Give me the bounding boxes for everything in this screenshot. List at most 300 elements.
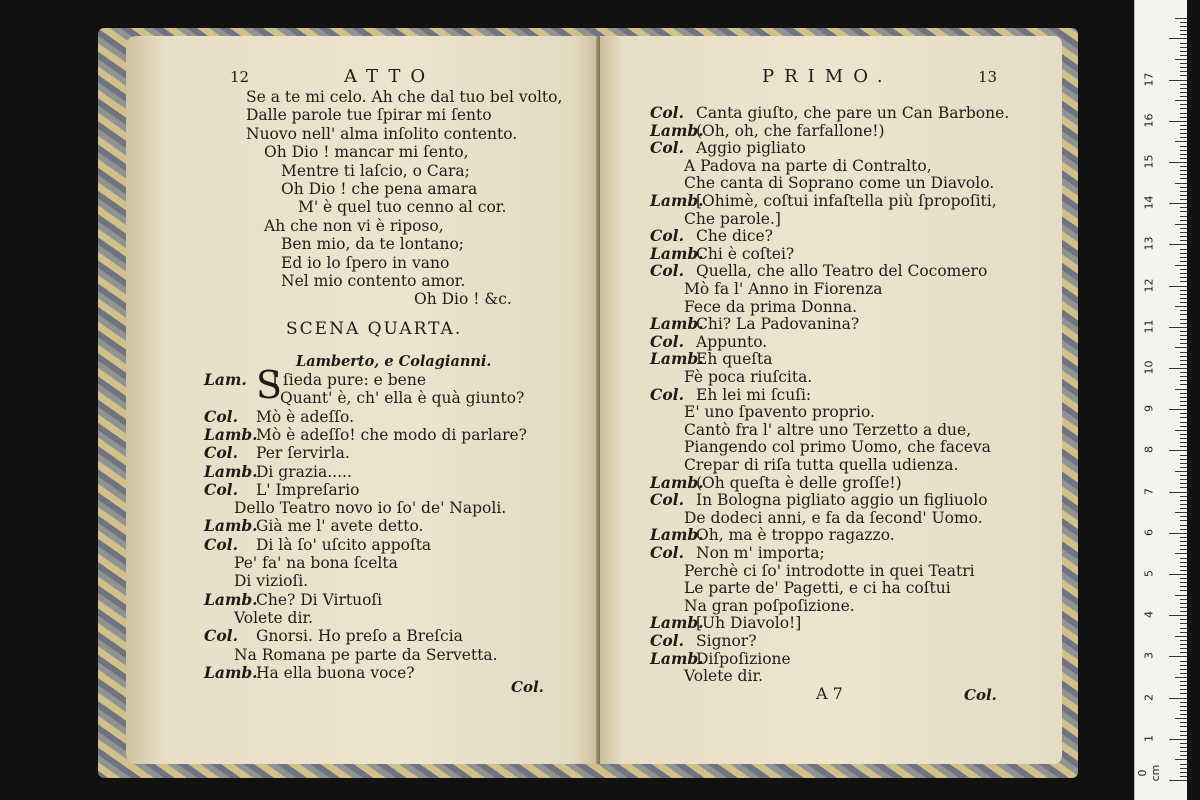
ruler-label: 1 — [1142, 734, 1156, 742]
ruler-tick — [1180, 467, 1187, 468]
ruler-label: 10 — [1142, 360, 1156, 375]
ruler-tick — [1169, 698, 1187, 699]
ruler-tick — [1180, 125, 1187, 126]
dialogue-line: I ſieda pure: e bene — [272, 371, 426, 389]
speaker-label: Lamb. — [650, 349, 704, 369]
ruler-tick — [1180, 380, 1187, 381]
ruler-tick — [1180, 88, 1187, 89]
ruler-tick — [1180, 154, 1187, 155]
ruler-tick — [1180, 43, 1187, 44]
ruler-tick — [1180, 335, 1187, 336]
ruler-tick — [1180, 772, 1187, 773]
ruler-tick — [1180, 269, 1187, 270]
ruler-tick — [1180, 632, 1187, 633]
ruler-tick — [1180, 611, 1187, 612]
speaker-label: Lamb. — [650, 525, 704, 545]
ruler-tick — [1180, 277, 1187, 278]
aria-line: Ah che non vi è riposo, — [264, 216, 444, 235]
speaker-label: Col. — [650, 261, 684, 281]
dialogue-line: [Ohimè, coſtui infaſtella più ſpropoſiti, — [696, 192, 997, 210]
ruler-tick — [1180, 63, 1187, 64]
ruler-tick — [1175, 389, 1187, 390]
ruler-tick — [1180, 582, 1187, 583]
ruler-tick — [1180, 475, 1187, 476]
speaker-label: Col. — [650, 384, 684, 404]
ruler-tick — [1169, 615, 1187, 616]
ruler-tick — [1180, 129, 1187, 130]
ruler-label: 9 — [1142, 405, 1156, 413]
ruler-tick — [1180, 393, 1187, 394]
ruler-tick — [1180, 438, 1187, 439]
dialogue-line: Fece da prima Donna. — [684, 297, 857, 316]
ruler-tick — [1180, 545, 1187, 546]
ruler-tick — [1180, 747, 1187, 748]
ruler-tick — [1180, 570, 1187, 571]
ruler-tick — [1175, 636, 1187, 637]
ruler-tick — [1180, 216, 1187, 217]
ruler-tick — [1175, 183, 1187, 184]
ruler-tick — [1180, 459, 1187, 460]
ruler-tick — [1180, 22, 1187, 23]
speaker-label: Lamb. — [204, 424, 258, 444]
dialogue-line: Piangendo col primo Uomo, che faceva — [684, 438, 991, 457]
dialogue-line: Ha ella buona voce? — [256, 663, 415, 682]
ruler-tick — [1180, 479, 1187, 480]
measuring-ruler — [1134, 0, 1187, 800]
dialogue-line: Na Romana pe parte da Servetta. — [234, 645, 498, 664]
ruler-tick — [1180, 607, 1187, 608]
dialogue-line: A Padova na parte di Contralto, — [684, 156, 932, 175]
ruler-tick — [1180, 516, 1187, 517]
dialogue-line: Non m' importa; — [696, 544, 825, 562]
ruler-tick — [1175, 224, 1187, 225]
speaker-label: Lamb. — [650, 648, 704, 668]
ruler-tick — [1180, 191, 1187, 192]
aria-line: Ed io lo ſpero in vano — [281, 253, 450, 272]
ruler-tick — [1180, 541, 1187, 542]
ruler-tick — [1180, 195, 1187, 196]
ruler-tick — [1175, 306, 1187, 307]
dialogue-line: Che parole.] — [684, 209, 781, 228]
ruler-tick — [1180, 174, 1187, 175]
ruler-tick — [1180, 661, 1187, 662]
running-header-left: ATTO — [344, 66, 436, 87]
ruler-tick — [1180, 681, 1187, 682]
dialogue-line: Di là ſo' uſcito appoſta — [256, 535, 432, 554]
dialogue-line: E' uno ſpavento proprio. — [684, 403, 875, 422]
speaker-label: Lamb. — [650, 314, 704, 334]
speaker-label: Col. — [650, 103, 684, 122]
ruler-tick — [1180, 133, 1187, 134]
ruler-tick — [1180, 599, 1187, 600]
ruler-tick — [1180, 67, 1187, 68]
scene-title: SCENA QUARTA. — [286, 319, 463, 339]
aria-line: Oh Dio ! mancar mi ſento, — [264, 143, 469, 162]
ruler-tick — [1169, 327, 1187, 328]
aria-line: Ben mio, da te lontano; — [281, 235, 465, 254]
dialogue-line: Quella, che allo Teatro del Cocomero — [696, 262, 988, 281]
dialogue-line: Signor? — [696, 632, 757, 650]
ruler-tick — [1180, 108, 1187, 109]
ruler-tick — [1180, 26, 1187, 27]
speaker-label: Lamb. — [650, 613, 704, 633]
speaker-label: Col. — [650, 138, 684, 158]
ruler-tick — [1180, 84, 1187, 85]
ruler-tick — [1169, 409, 1187, 410]
dialogue-line: Aggio pigliato — [696, 139, 806, 158]
ruler-tick — [1180, 731, 1187, 732]
aria-line: Nel mio contento amor. — [281, 272, 466, 290]
ruler-tick — [1180, 343, 1187, 344]
ruler-tick — [1180, 586, 1187, 587]
ruler-tick — [1180, 104, 1187, 105]
ruler-tick — [1180, 178, 1187, 179]
speaker-label: Lamb. — [204, 589, 258, 609]
speaker-label: Col. — [650, 490, 684, 510]
ruler-tick — [1180, 253, 1187, 254]
ruler-tick — [1180, 323, 1187, 324]
ruler-label: 3 — [1142, 652, 1156, 660]
dialogue-line: Fè poca riuſcita. — [684, 368, 813, 386]
dialogue-line: Mò è adeſſo! che modo di parlare? — [256, 425, 527, 444]
speaker-label: Col. — [204, 626, 238, 646]
ruler-tick — [1175, 18, 1187, 19]
dialogue-line: Cantò fra l' altre uno Terzetto a due, — [684, 420, 972, 439]
ruler-tick — [1180, 442, 1187, 443]
dialogue-line: Eh lei mi ſcuſi: — [696, 385, 812, 404]
ruler-tick — [1169, 121, 1187, 122]
ruler-tick — [1180, 298, 1187, 299]
ruler-tick — [1180, 735, 1187, 736]
ruler-label: 13 — [1142, 236, 1156, 251]
ruler-tick — [1169, 574, 1187, 575]
speaker-label: Col. — [204, 406, 238, 426]
page-number-right: 13 — [978, 68, 998, 86]
ruler-tick — [1175, 265, 1187, 266]
ruler-tick — [1180, 504, 1187, 505]
ruler-tick — [1180, 562, 1187, 563]
dialogue-line: (Oh queſta è delle groſſe!) — [696, 473, 902, 492]
ruler-label: 6 — [1142, 528, 1156, 536]
ruler-tick — [1175, 718, 1187, 719]
dialogue-line: Di vizioſi. — [234, 572, 309, 591]
ruler-tick — [1175, 141, 1187, 142]
aria-line: M' è quel tuo cenno al cor. — [298, 198, 507, 217]
speaker-label: Lamb. — [650, 191, 704, 210]
ruler-tick — [1169, 450, 1187, 451]
ruler-tick — [1180, 158, 1187, 159]
ruler-label: 16 — [1142, 113, 1156, 128]
speaker-label: Col. — [650, 226, 684, 246]
dialogue-line: Per ſervirla. — [256, 444, 350, 463]
ruler-tick — [1180, 549, 1187, 550]
dialogue-line: Che dice? — [696, 227, 773, 246]
speaker-label: Col. — [204, 479, 238, 499]
dialogue-line: In Bologna pigliato aggio un figliuolo — [696, 491, 988, 510]
ruler-tick — [1180, 496, 1187, 497]
ruler-tick — [1180, 755, 1187, 756]
ruler-tick — [1180, 405, 1187, 406]
ruler-label: 17 — [1142, 72, 1156, 87]
ruler-tick — [1180, 487, 1187, 488]
ruler-tick — [1180, 590, 1187, 591]
ruler-tick — [1180, 211, 1187, 212]
ruler-tick — [1180, 669, 1187, 670]
ruler-tick — [1175, 59, 1187, 60]
aria-line: Oh Dio ! che pena amara — [281, 180, 478, 198]
ruler-label: 14 — [1142, 195, 1156, 210]
ruler-tick — [1180, 619, 1187, 620]
speaker-label: Col. — [204, 443, 238, 463]
dialogue-line: Canta giuſto, che pare un Can Barbone. — [696, 104, 1010, 122]
ruler-tick — [1175, 100, 1187, 101]
ruler-tick — [1180, 640, 1187, 641]
dialogue-line: Na gran poſpoſizione. — [684, 596, 855, 615]
dialogue-line: Appunto. — [696, 332, 768, 351]
catchword-left: Col. — [511, 678, 544, 696]
ruler-tick — [1180, 776, 1187, 777]
ruler-tick — [1180, 764, 1187, 765]
ruler-tick — [1180, 170, 1187, 171]
ruler-tick — [1180, 722, 1187, 723]
ruler-tick — [1175, 430, 1187, 431]
ruler-tick — [1169, 203, 1187, 204]
scene-characters: Lamberto, e Colagianni. — [296, 353, 492, 370]
speaker-label: Lam. — [204, 370, 247, 389]
ruler-tick — [1175, 677, 1187, 678]
ruler-tick — [1180, 319, 1187, 320]
ruler-tick — [1180, 331, 1187, 332]
ruler-label: 15 — [1142, 154, 1156, 169]
ruler-tick — [1180, 232, 1187, 233]
ruler-label: 7 — [1142, 487, 1156, 495]
speaker-label: Col. — [650, 631, 684, 650]
speaker-label: Col. — [204, 534, 238, 554]
ruler-tick — [1180, 261, 1187, 262]
dialogue-line: Pe' fa' na bona ſcelta — [234, 554, 398, 572]
ruler-tick — [1180, 578, 1187, 579]
dialogue-line: Eh queſta — [696, 350, 773, 369]
ruler-tick — [1180, 339, 1187, 340]
ruler-tick — [1169, 286, 1187, 287]
ruler-tick — [1169, 368, 1187, 369]
ruler-tick — [1180, 96, 1187, 97]
dialogue-line: Che canta di Soprano come un Diavolo. — [684, 174, 995, 193]
ruler-tick — [1180, 236, 1187, 237]
ruler-tick — [1180, 187, 1187, 188]
ruler-tick — [1175, 471, 1187, 472]
ruler-tick — [1180, 566, 1187, 567]
ruler-tick — [1180, 51, 1187, 52]
ruler-tick — [1180, 689, 1187, 690]
ruler-tick — [1175, 595, 1187, 596]
ruler-tick — [1169, 80, 1187, 81]
ruler-tick — [1180, 220, 1187, 221]
ruler-tick — [1180, 34, 1187, 35]
dialogue-line: Volete dir. — [234, 608, 314, 627]
ruler-tick — [1180, 113, 1187, 114]
aria-line: Oh Dio ! &c. — [414, 290, 512, 309]
ruler-tick — [1180, 372, 1187, 373]
ruler-tick — [1180, 537, 1187, 538]
ruler-tick — [1180, 714, 1187, 715]
ruler-tick — [1175, 759, 1187, 760]
speaker-label: Lamb. — [204, 516, 258, 536]
speaker-label: Lamb. — [650, 243, 704, 263]
ruler-tick — [1180, 463, 1187, 464]
ruler-tick — [1180, 30, 1187, 31]
dialogue-line: Volete dir. — [684, 667, 764, 686]
ruler-tick — [1175, 347, 1187, 348]
ruler-tick — [1180, 47, 1187, 48]
ruler-label: 12 — [1142, 278, 1156, 293]
ruler-tick — [1180, 314, 1187, 315]
ruler-tick — [1180, 290, 1187, 291]
ruler-tick — [1169, 656, 1187, 657]
ruler-tick — [1180, 422, 1187, 423]
dialogue-line: L' Impreſario — [256, 480, 360, 499]
ruler-tick — [1175, 512, 1187, 513]
ruler-tick — [1169, 533, 1187, 534]
dialogue-line: Mò è adeſſo. — [256, 407, 355, 426]
right-page — [600, 36, 1062, 764]
ruler-tick — [1180, 673, 1187, 674]
dialogue-line: Perchè ci ſo' introdotte in quei Teatri — [684, 561, 975, 580]
dialogue-line: Mò fa l' Anno in Fiorenza — [684, 280, 883, 298]
ruler-tick — [1180, 240, 1187, 241]
dialogue-line: Di grazia..... — [256, 462, 352, 481]
ruler-label: 8 — [1142, 446, 1156, 454]
aria-line: Se a te mi celo. Ah che dal tuo bel volto, — [246, 88, 563, 106]
ruler-tick — [1180, 401, 1187, 402]
ruler-tick — [1180, 665, 1187, 666]
dialogue-line: Chi? La Padovanina? — [696, 315, 860, 334]
ruler-tick — [1180, 685, 1187, 686]
ruler-tick — [1180, 199, 1187, 200]
dialogue-line: Che? Di Virtuoſi — [256, 590, 383, 609]
speaker-label: Lamb. — [204, 461, 258, 481]
dialogue-line: De dodeci anni, e fa da ſecond' Uomo. — [684, 508, 983, 527]
ruler-tick — [1180, 302, 1187, 303]
dialogue-line: Quant' è, ch' ella è quà giunto? — [280, 389, 525, 408]
speaker-label: Lamb. — [650, 472, 704, 492]
ruler-tick — [1180, 257, 1187, 258]
ruler-tick — [1180, 310, 1187, 311]
ruler-tick — [1180, 352, 1187, 353]
ruler-tick — [1180, 360, 1187, 361]
ruler-tick — [1180, 356, 1187, 357]
ruler-tick — [1180, 364, 1187, 365]
ruler-tick — [1180, 751, 1187, 752]
ruler-tick — [1180, 768, 1187, 769]
ruler-tick — [1180, 644, 1187, 645]
dialogue-line: [Uh Diavolo!] — [696, 614, 802, 633]
ruler-tick — [1180, 146, 1187, 147]
ruler-tick — [1180, 558, 1187, 559]
ruler-tick — [1180, 426, 1187, 427]
ruler-tick — [1169, 38, 1187, 39]
ruler-tick — [1180, 92, 1187, 93]
ruler-tick — [1180, 706, 1187, 707]
ruler-tick — [1180, 249, 1187, 250]
ruler-tick — [1180, 413, 1187, 414]
ruler-tick — [1180, 648, 1187, 649]
dialogue-line: Oh, ma è troppo ragazzo. — [696, 526, 895, 545]
dialogue-line: (Oh, oh, che farfallone!) — [696, 121, 885, 140]
speaker-label: Lamb. — [650, 120, 704, 140]
ruler-tick — [1180, 446, 1187, 447]
speaker-label: Col. — [650, 543, 684, 562]
aria-line: Dalle parole tue ſpirar mi ſento — [246, 106, 492, 125]
ruler-tick — [1169, 780, 1187, 781]
ruler-tick — [1180, 384, 1187, 385]
catchword-right: Col. — [964, 686, 997, 704]
ruler-tick — [1180, 508, 1187, 509]
left-page — [126, 36, 602, 764]
dialogue-line: Le parte de' Pagetti, e ci ha coſtui — [684, 579, 951, 598]
ruler-tick — [1180, 55, 1187, 56]
ruler-tick — [1180, 137, 1187, 138]
ruler-tick — [1175, 553, 1187, 554]
page-number-left: 12 — [230, 68, 250, 86]
ruler-tick — [1169, 244, 1187, 245]
running-header-right: PRIMO. — [762, 66, 893, 87]
ruler-tick — [1180, 710, 1187, 711]
ruler-tick — [1180, 520, 1187, 521]
ruler-tick — [1180, 500, 1187, 501]
ruler-tick — [1180, 166, 1187, 167]
ruler-tick — [1180, 743, 1187, 744]
ruler-tick — [1180, 483, 1187, 484]
ruler-tick — [1180, 75, 1187, 76]
ruler-tick — [1180, 228, 1187, 229]
ruler-tick — [1169, 162, 1187, 163]
ruler-tick — [1180, 628, 1187, 629]
ruler-tick — [1180, 726, 1187, 727]
speaker-label: Col. — [650, 331, 684, 351]
ruler-tick — [1180, 117, 1187, 118]
dialogue-line: Dello Teatro novo io ſo' de' Napoli. — [234, 499, 507, 518]
ruler-tick — [1180, 525, 1187, 526]
ruler-tick — [1180, 693, 1187, 694]
ruler-tick — [1180, 417, 1187, 418]
ruler-tick — [1180, 702, 1187, 703]
dialogue-line: Già me l' avete detto. — [256, 517, 424, 536]
ruler-label: 0 cm — [1136, 764, 1162, 782]
ruler-tick — [1180, 207, 1187, 208]
ruler-tick — [1180, 397, 1187, 398]
aria-line: Mentre ti laſcio, o Cara; — [281, 161, 470, 180]
dialogue-line: Crepar di riſa tutta quella udienza. — [684, 456, 959, 474]
ruler-label: 2 — [1142, 693, 1156, 701]
ruler-tick — [1180, 273, 1187, 274]
dialogue-line: Gnorsi. Ho preſo a Breſcia — [256, 627, 463, 646]
ruler-tick — [1180, 434, 1187, 435]
ruler-tick — [1180, 623, 1187, 624]
ruler-tick — [1180, 652, 1187, 653]
ruler-tick — [1169, 492, 1187, 493]
ruler-tick — [1169, 739, 1187, 740]
ruler-tick — [1180, 455, 1187, 456]
ruler-label: 4 — [1142, 611, 1156, 619]
ruler-tick — [1180, 376, 1187, 377]
ruler-tick — [1180, 529, 1187, 530]
signature-mark: A 7 — [816, 684, 843, 703]
aria-line: Nuovo nell' alma inſolito contento. — [246, 124, 518, 143]
dialogue-line: Diſpoſizione — [696, 649, 791, 668]
ruler-tick — [1180, 71, 1187, 72]
drop-cap: S — [256, 363, 283, 407]
